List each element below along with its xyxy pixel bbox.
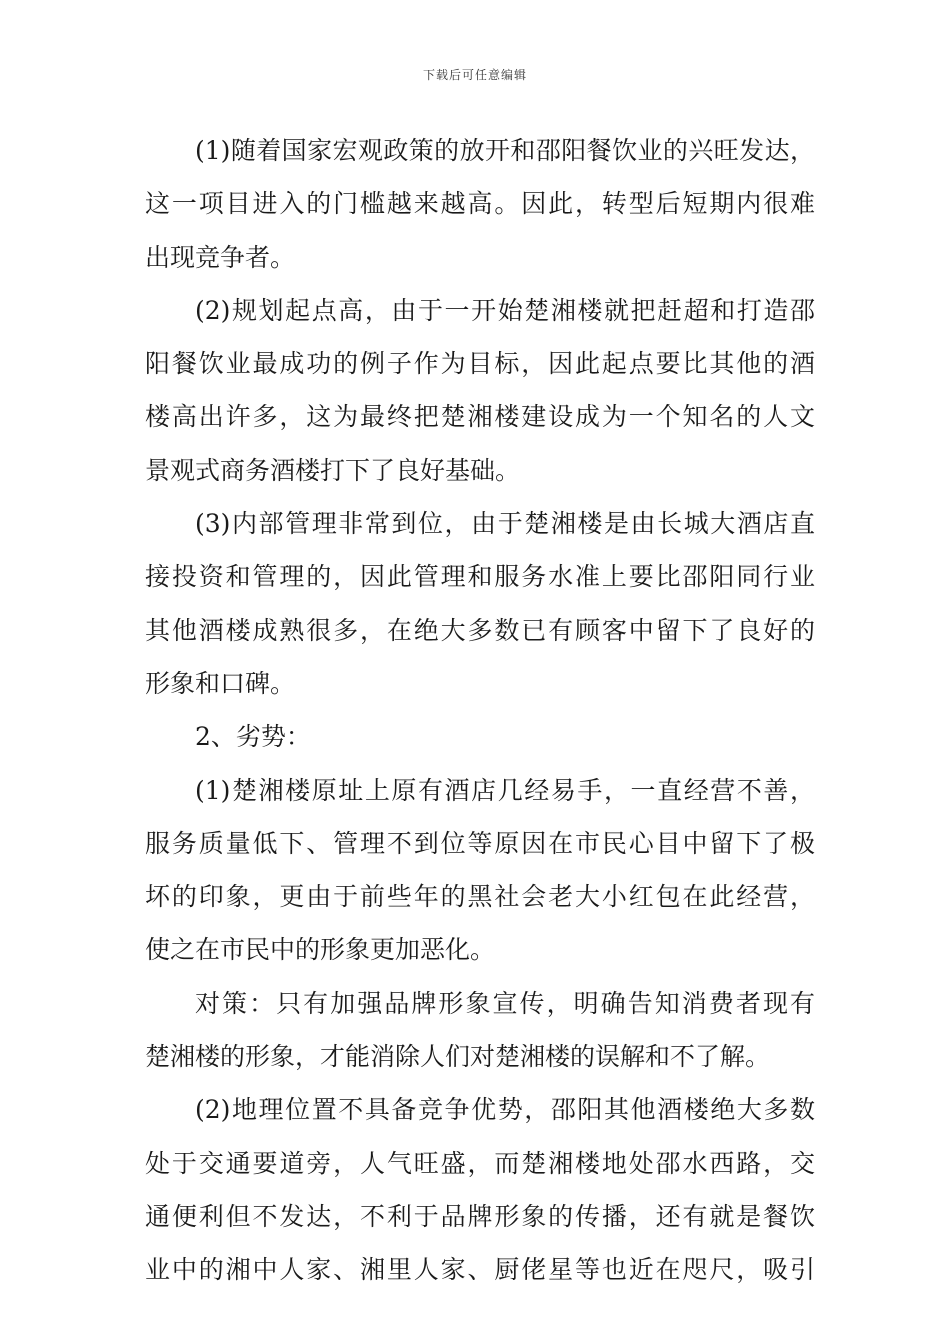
text-line: 服务质量低下、管理不到位等原因在市民心目中留下了极 — [145, 828, 815, 858]
document-body — [145, 124, 815, 1297]
page-header: 下载后可任意编辑 — [422, 68, 527, 82]
text-line: 接投资和管理的，因此管理和服务水准上要比邵阳同行业 — [145, 562, 815, 592]
text-line: 坏的印象，更由于前些年的黑社会老大小红包在此经营， — [145, 882, 815, 912]
text-line: 形象和口碑。 — [145, 668, 296, 698]
text-line: 处于交通要道旁，人气旺盛，而楚湘楼地处邵水西路，交 — [145, 1148, 815, 1178]
text-line: 景观式商务酒楼打下了良好基础。 — [145, 455, 521, 485]
text-line: (2)地理位置不具备竞争优势，邵阳其他酒楼绝大多数 — [195, 1095, 815, 1125]
text-line: (3)内部管理非常到位，由于楚湘楼是由长城大酒店直 — [195, 509, 815, 539]
text-line: 对策：只有加强品牌形象宣传，明确告知消费者现有 — [195, 988, 815, 1018]
text-line: 通便利但不发达，不利于品牌形象的传播，还有就是餐饮 — [145, 1201, 815, 1231]
text-line: 使之在市民中的形象更加恶化。 — [145, 935, 496, 965]
text-line: 出现竞争者。 — [145, 242, 296, 272]
text-line: 楚湘楼的形象，才能消除人们对楚湘楼的误解和不了解。 — [145, 1042, 771, 1072]
text-line: (1)楚湘楼原址上原有酒店几经易手，一直经营不善， — [195, 775, 815, 805]
text-line: 业中的湘中人家、湘里人家、厨佬星等也近在咫尺，吸引 — [145, 1255, 815, 1285]
text-line: 楼高出许多，这为最终把楚湘楼建设成为一个知名的人文 — [145, 402, 815, 432]
text-line: 其他酒楼成熟很多，在绝大多数已有顾客中留下了良好的 — [145, 615, 815, 645]
text-line: (1)随着国家宏观政策的放开和邵阳餐饮业的兴旺发达， — [195, 136, 815, 165]
text-line: 阳餐饮业最成功的例子作为目标，因此起点要比其他的酒 — [145, 349, 815, 379]
text-line: (2)规划起点高，由于一开始楚湘楼就把赶超和打造邵 — [195, 295, 815, 325]
text-line: 2、劣势： — [195, 722, 311, 752]
text-line: 这一项目进入的门槛越来越高。因此，转型后短期内很难 — [145, 189, 815, 219]
